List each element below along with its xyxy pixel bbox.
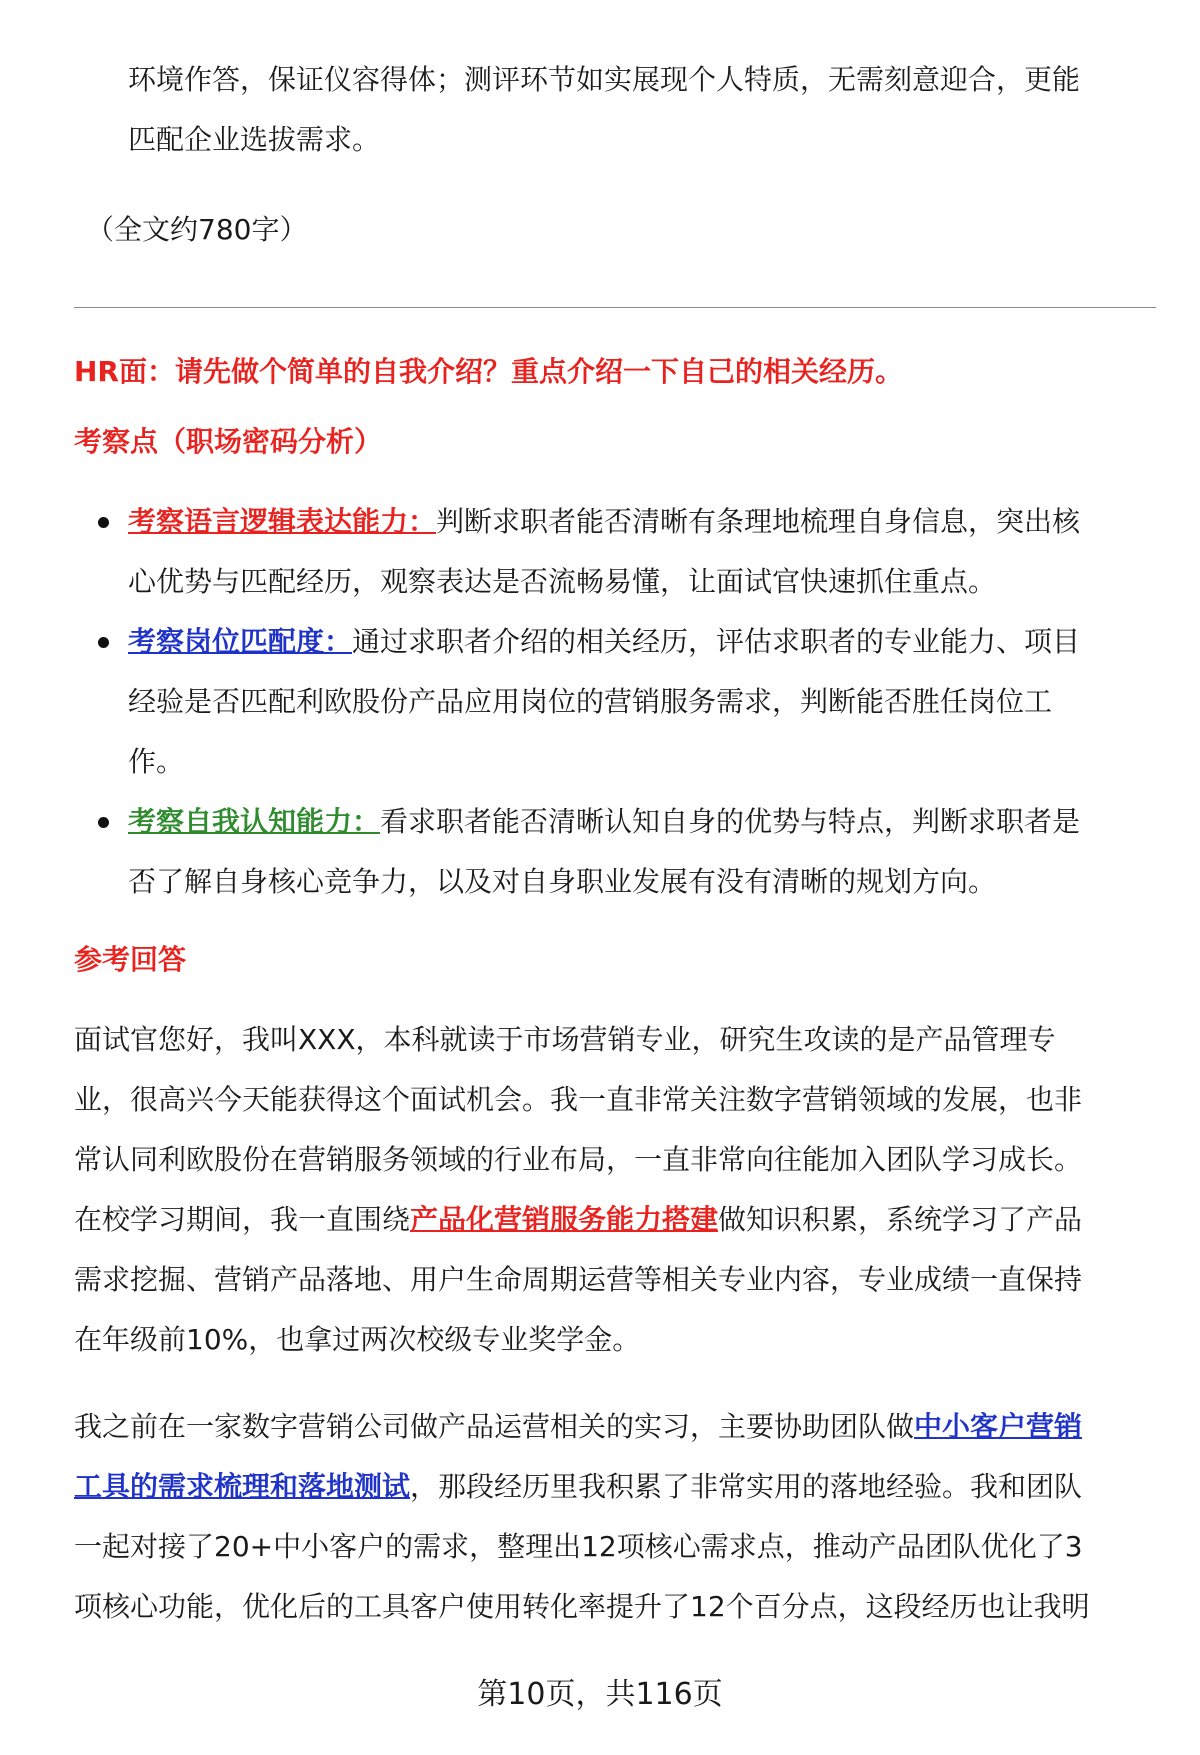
point-1-line-2: 心优势与匹配经历，观察表达是否流畅易懂，让面试官快速抓住重点。 [128, 565, 997, 598]
para1-highlight: 产品化营销服务能力搭建 [410, 1203, 719, 1236]
para1-line-3: 常认同利欧股份在营销服务领域的行业布局，一直非常向往能加入团队学习成长。 [74, 1143, 1083, 1176]
point-2-line-1 [128, 622, 1080, 662]
point-1-line-1 [128, 502, 1080, 542]
para1-line-4 [74, 1200, 1082, 1240]
point-3-line-1 [128, 802, 1080, 842]
word-count: （全文约780字） [86, 213, 308, 246]
point-1-label: 考察语言逻辑表达能力： [128, 505, 437, 538]
para2-line-4: 项核心功能，优化后的工具客户使用转化率提升了12个百分点，这段经历也让我明 [74, 1590, 1090, 1623]
point-2-label: 考察岗位匹配度： [128, 625, 353, 658]
point-3-line-2: 否了解自身核心竞争力，以及对自身职业发展有没有清晰的规划方向。 [128, 865, 997, 898]
para2-line-2 [74, 1467, 1082, 1507]
bullet-dot [98, 637, 109, 648]
para2-text: ，那段经历里我积累了非常实用的落地经验。我和团队 [410, 1470, 1083, 1503]
para2-text: 我之前在一家数字营销公司做产品运营相关的实习，主要协助团队做 [74, 1410, 915, 1443]
bullet-dot [98, 517, 109, 528]
answer-heading: 参考回答 [74, 943, 187, 976]
point-2-line-3: 作。 [128, 745, 185, 778]
divider [74, 307, 1156, 308]
para1-line-1: 面试官您好，我叫XXX，本科就读于市场营销专业，研究生攻读的是产品管理专 [74, 1023, 1056, 1056]
para2-highlight: 中小客户营销 [914, 1410, 1083, 1443]
point-2-text: 通过求职者介绍的相关经历，评估求职者的专业能力、项目 [352, 625, 1081, 658]
para2-line-1 [74, 1407, 1082, 1447]
point-2-line-2: 经验是否匹配利欧股份产品应用岗位的营销服务需求，判断能否胜任岗位工 [128, 685, 1053, 718]
bullet-dot [98, 817, 109, 828]
point-3-text: 看求职者能否清晰认知自身的优势与特点，判断求职者是 [380, 805, 1081, 838]
para2-line-3: 一起对接了20+中小客户的需求，整理出12项核心需求点，推动产品团队优化了3 [74, 1530, 1083, 1563]
page-footer: 第10页，共116页 [477, 1677, 723, 1712]
para1-line-6: 在年级前10%，也拿过两次校级专业奖学金。 [74, 1323, 641, 1356]
intro-line-1: 环境作答，保证仪容得体；测评环节如实展现个人特质，无需刻意迎合，更能 [128, 63, 1081, 96]
intro-line-2: 匹配企业选拔需求。 [128, 123, 381, 156]
point-3-label: 考察自我认知能力： [128, 805, 381, 838]
para2-highlight: 工具的需求梳理和落地测试 [74, 1470, 411, 1503]
question-heading: HR面：请先做个简单的自我介绍？重点介绍一下自己的相关经历。 [74, 355, 903, 388]
para1-text: 在校学习期间，我一直围绕 [74, 1203, 411, 1236]
para1-line-2: 业，很高兴今天能获得这个面试机会。我一直非常关注数字营销领域的发展，也非 [74, 1083, 1083, 1116]
para1-line-5: 需求挖掘、营销产品落地、用户生命周期运营等相关专业内容，专业成绩一直保持 [74, 1263, 1083, 1296]
analysis-heading: 考察点（职场密码分析） [74, 425, 383, 458]
para1-text: 做知识积累，系统学习了产品 [718, 1203, 1083, 1236]
point-1-text: 判断求职者能否清晰有条理地梳理自身信息，突出核 [436, 505, 1081, 538]
